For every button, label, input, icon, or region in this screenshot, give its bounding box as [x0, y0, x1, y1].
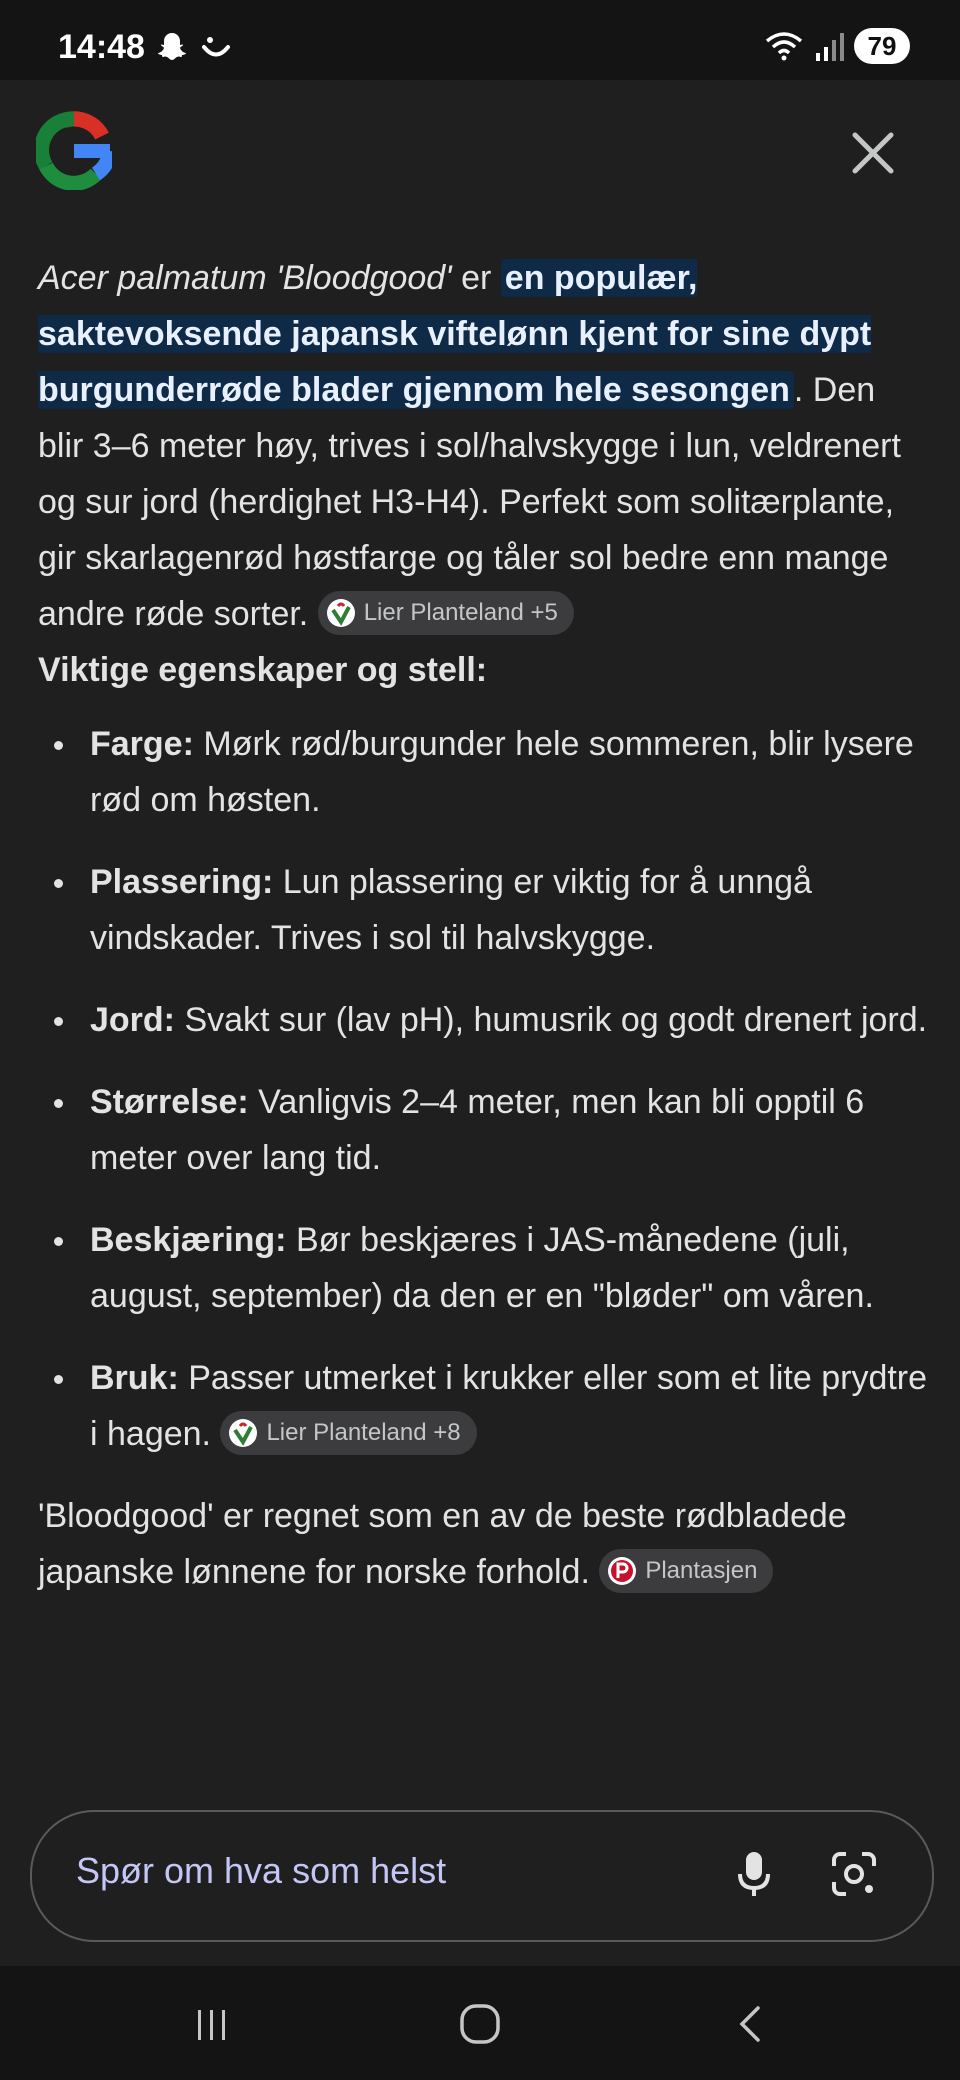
ask-input-bar[interactable]	[30, 1810, 934, 1942]
source-chip-lier-planteland[interactable]	[318, 591, 574, 635]
list-item	[38, 854, 928, 966]
snapchat-icon	[155, 30, 189, 64]
signal-icon	[814, 29, 844, 63]
lens-button[interactable]	[822, 1842, 886, 1906]
source-chip-label: Lier Planteland +8	[266, 1419, 461, 1447]
ai-answer	[38, 250, 928, 1600]
status-notification-icons	[155, 30, 233, 69]
battery-level: 79	[854, 28, 910, 64]
plantasjen-logo	[607, 1556, 637, 1586]
answer-highlight: en populær, saktevoksende japansk viftelønn kjent for sine dypt burgunderrøde blader gjennom hele sesongen	[38, 259, 872, 409]
item-label: Beskjæring:	[90, 1221, 287, 1259]
close-icon	[845, 125, 901, 181]
item-label: Farge:	[90, 725, 194, 763]
item-text: Passer utmerket i krukker eller som et lite prydtre i hagen.	[90, 1359, 928, 1453]
list-item	[38, 1212, 928, 1324]
status-bar	[0, 0, 960, 80]
back-button[interactable]	[710, 1994, 790, 2054]
answer-closing	[38, 1488, 928, 1600]
recents-icon	[192, 2004, 232, 2044]
list-item	[38, 992, 928, 1048]
mic-icon	[722, 1842, 786, 1906]
wifi-icon	[764, 29, 804, 63]
item-label: Jord:	[90, 1001, 175, 1039]
list-item	[38, 716, 928, 828]
intro-connector: er	[451, 259, 501, 297]
section-title: Viktige egenskaper og stell:	[38, 651, 488, 689]
google-logo	[36, 110, 112, 195]
recents-button[interactable]	[172, 1994, 252, 2054]
answer-intro	[38, 250, 928, 642]
item-text: Bør beskjæres i JAS-månedene (juli, august, september) da den er en "bløder" om våren.	[90, 1221, 874, 1315]
lens-icon	[822, 1842, 886, 1906]
item-text: Lun plassering er viktig for å unngå vindskader. Trives i sol til halvskygge.	[90, 863, 812, 957]
lier-planteland-logo	[326, 598, 356, 628]
navigation-bar	[0, 1966, 960, 2080]
item-text: Svakt sur (lav pH), humusrik og godt drenert jord.	[175, 1001, 928, 1039]
list-item	[38, 1074, 928, 1186]
status-system-icons	[764, 28, 910, 64]
status-time: 14:48	[58, 28, 145, 66]
item-text: Vanligvis 2–4 meter, men kan bli opptil 6 meter over lang tid.	[90, 1083, 865, 1177]
source-chip-label: Lier Planteland +5	[363, 599, 558, 627]
voice-search-button[interactable]	[722, 1842, 786, 1906]
lier-planteland-logo	[228, 1418, 258, 1448]
source-chip-label: Plantasjen	[645, 1557, 758, 1585]
home-button[interactable]	[440, 1994, 520, 2054]
scroll-fade	[0, 1780, 960, 1810]
smile-icon	[199, 30, 233, 64]
ask-input-placeholder[interactable]: Spør om hva som helst	[76, 1850, 447, 1891]
home-icon	[458, 2002, 502, 2046]
plant-name: Acer palmatum 'Bloodgood'	[38, 259, 452, 297]
item-label: Bruk:	[90, 1359, 179, 1397]
answer-intro-rest: . Den blir 3–6 meter høy, trives i sol/halvskygge i lun, veldrenert og sur jord (herdighet H3-H4). Perfekt som solitærplante, gir skarlagenrød høstfarge og tåler sol bedre enn mange andre røde sorter.	[38, 371, 901, 633]
item-label: Plassering:	[90, 863, 274, 901]
list-item	[38, 1350, 928, 1462]
properties-list	[38, 716, 928, 1462]
source-chip-lier-planteland-8[interactable]	[220, 1411, 476, 1455]
back-icon	[730, 2002, 770, 2046]
item-label: Størrelse:	[90, 1083, 249, 1121]
close-button[interactable]	[845, 125, 901, 181]
closing-text: 'Bloodgood' er regnet som en av de beste rødbladede japanske lønnene for norske forhold.	[38, 1497, 847, 1591]
source-chip-plantasjen[interactable]	[599, 1549, 773, 1593]
item-text: Mørk rød/burgunder hele sommeren, blir lysere rød om høsten.	[90, 725, 914, 819]
